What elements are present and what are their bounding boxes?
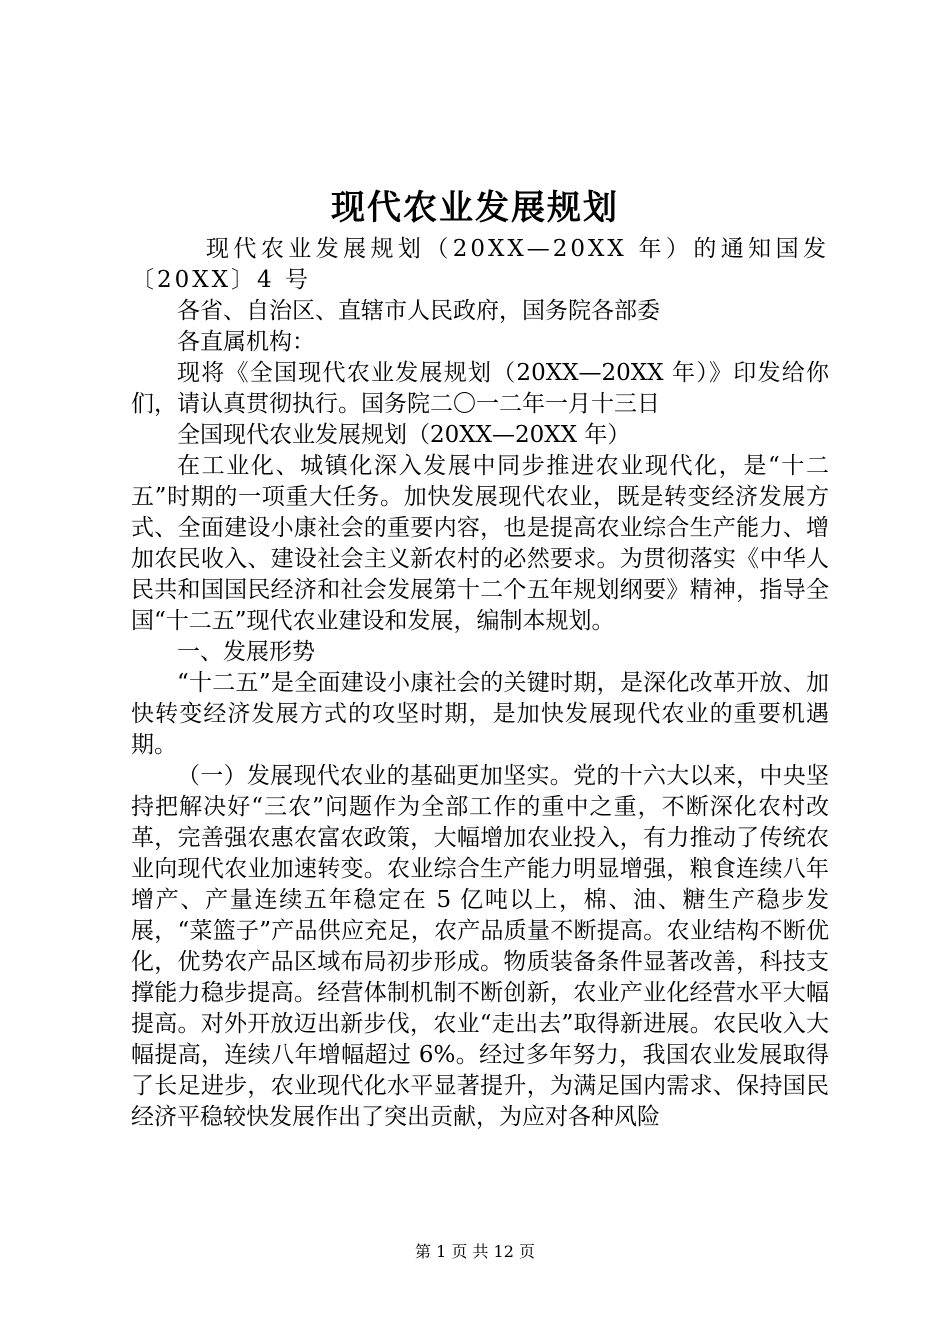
- document-title: 现代农业发展规划: [331, 188, 619, 228]
- document-body: [131, 234, 829, 1133]
- recipients-continued-paragraph: 各直属机构：: [177, 329, 315, 355]
- notice-heading-paragraph: 现代农业发展规划（20XX—20XX 年）的通知国发〔20XX〕4 号: [131, 236, 829, 293]
- foundation-paragraph: （一）发展现代农业的基础更加坚实。党的十六大以来，中央坚持把解决好“三农”问题作为全部工作的重中之重，不断深化农村改革，完善强农惠农富农政策，大幅增加农业投入，有力推动了传统农业向现代农业加速转变。农业综合生产能力明显增强，粮食连续八年增产、产量连续五年稳定在 5 亿吨以上，棉、油、糖生产稳步发展，“菜篮子”产品供应充足，农产品质量不断提高。农业结构不断优化，优势农产品区域布局初步形成。物质装备条件显著改善，科技支撑能力稳步提高。经营体制机制不断创新，农业产业化经营水平大幅提高。对外开放迈出新步伐，农业“走出去”取得新进展。农民收入大幅提高，连续八年增幅超过 6%。经过多年努力，我国农业发展取得了长足进步，农业现代化水平显著提升，为满足国内需求、保持国民经济平稳较快发展作出了突出贡献，为应对各种风险: [131, 763, 829, 1130]
- situation-paragraph: “十二五”是全面建设小康社会的关键时期，是深化改革开放、加快转变经济发展方式的攻坚时期，是加快发展现代农业的重要机遇期。: [131, 670, 829, 758]
- section-heading: 一、发展形势: [177, 639, 315, 665]
- intro-paragraph: 在工业化、城镇化深入发展中同步推进农业现代化，是“十二五”时期的一项重大任务。加快发展现代农业，既是转变经济发展方式、全面建设小康社会的重要内容，也是提高农业综合生产能力、增加农民收入、建设社会主义新农村的必然要求。为贯彻落实《中华人民共和国国民经济和社会发展第十二个五年规划纲要》精神，指导全国“十二五”现代农业建设和发展，编制本规划。: [131, 453, 829, 634]
- recipients-paragraph: 各省、自治区、直辖市人民政府，国务院各部委: [177, 298, 660, 324]
- plan-title-paragraph: 全国现代农业发展规划（20XX—20XX 年）: [177, 422, 631, 448]
- page-footer: 第 1 页 共 12 页: [415, 1242, 535, 1261]
- issuance-paragraph: 现将《全国现代农业发展规划（20XX—20XX 年）》印发给你们，请认真贯彻执行。国务院二〇一二年一月十三日: [131, 360, 829, 417]
